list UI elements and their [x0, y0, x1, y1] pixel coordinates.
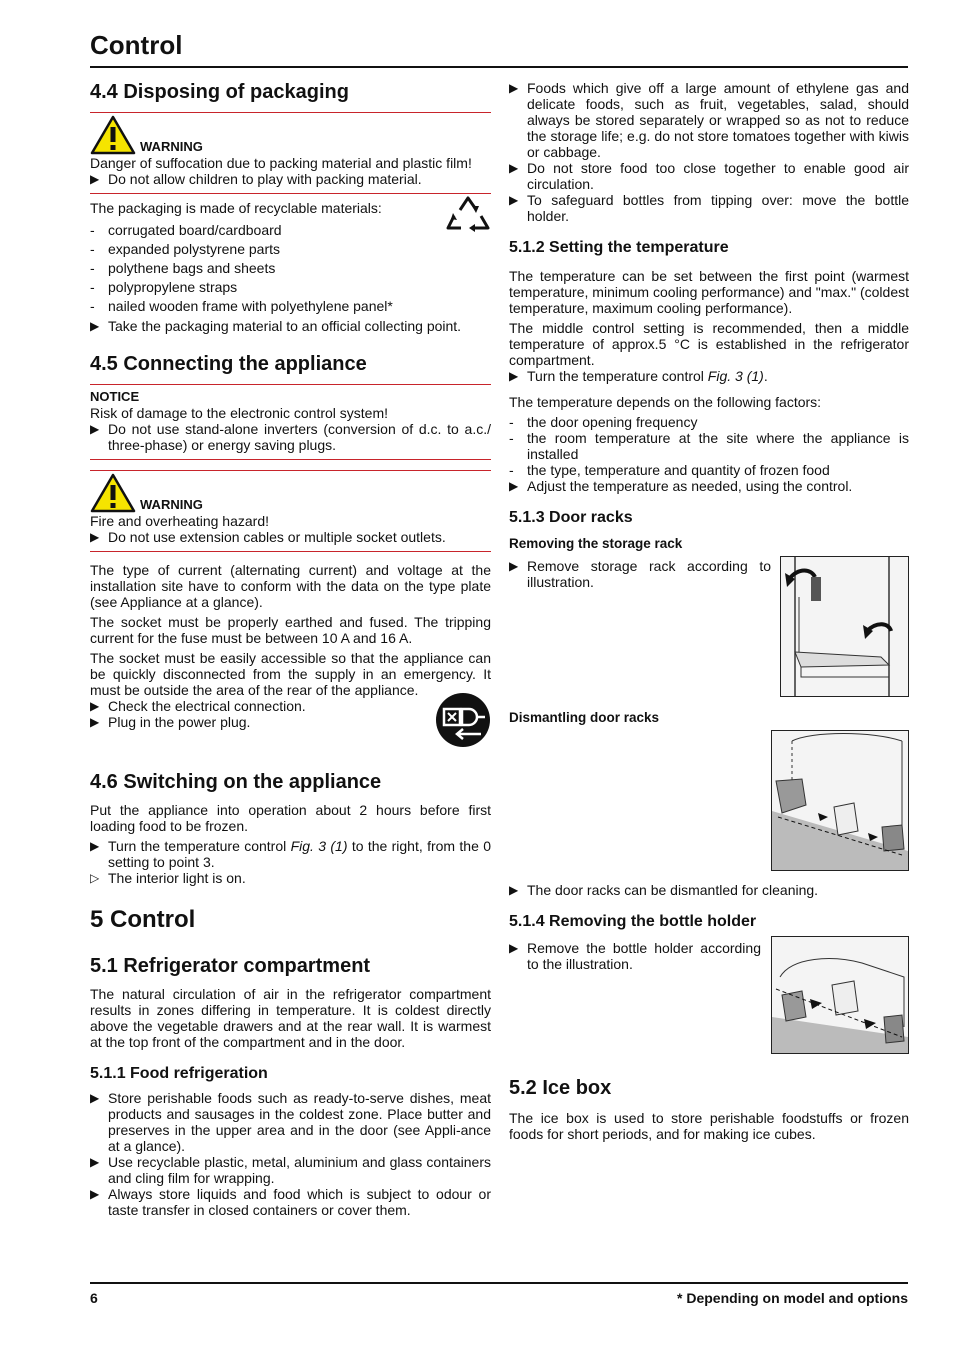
warning-label: WARNING — [140, 139, 203, 154]
step: ▶ Remove the bottle holder according to the illustration. — [509, 940, 761, 972]
page-header — [90, 30, 908, 68]
step: ▶ Turn the temperature control Fig. 3 (1) to the right, from the 0 setting to point 3. — [90, 838, 491, 870]
section-5-1-3-title: 5.1.3 Door racks — [509, 509, 633, 526]
subheading: Removing the storage rack — [509, 536, 683, 551]
paragraph: The type of current (alternating current) and voltage at the installation site have to conform with the data on the type plate (see Appliance at a glance). — [90, 562, 491, 610]
section-4-4-title: 4.4 Disposing of packaging — [90, 81, 349, 103]
step: ▶ Remove storage rack according to illustration. — [509, 558, 771, 590]
section-5-1-4-title: 5.1.4 Removing the bottle holder — [509, 913, 757, 930]
warning-triangle-icon — [90, 115, 136, 155]
right-column — [509, 80, 909, 1146]
page-title: Control — [90, 30, 183, 60]
list-item: - nailed wooden frame with polyethylene panel* — [90, 298, 491, 314]
divider — [90, 193, 491, 194]
list-item: - the door opening frequency — [509, 414, 909, 430]
door-rack-illustration — [771, 730, 909, 871]
step: ▶ Do not store food too close together to enable good air circulation. — [509, 160, 909, 192]
section-5-2-title: 5.2 Ice box — [509, 1077, 612, 1099]
paragraph: The natural circulation of air in the refrigerator compartment results in zones differing in temperature. It is coldest directly above the vegetable drawers and at the rear wall. It is warmest at the top front of the compartment and in the door. — [90, 986, 491, 1050]
power-plug-icon — [435, 692, 491, 748]
left-column — [90, 80, 491, 1222]
step: ▶ Foods which give off a large amount of ethylene gas and delicate foods, such as fruit, vegetables, salad, should always be stored separately or wrapped so as not to reduce the storage life; e.g. do not store tomatoes together with kiwis or cabbage. — [509, 80, 909, 160]
chapter-5-title: 5 Control — [90, 906, 196, 933]
section-5-1-2-title: 5.1.2 Setting the temperature — [509, 239, 729, 256]
paragraph: Put the appliance into operation about 2 hours before first loading food to be frozen. — [90, 802, 491, 834]
paragraph: The ice box is used to store perishable foodstuffs or frozen foods for short periods, and for making ice cubes. — [509, 1110, 909, 1142]
list-item: - polypropylene straps — [90, 279, 491, 295]
footer-note: * Depending on model and options — [677, 1290, 908, 1306]
warning-step: ▶ Do not allow children to play with packing material. — [90, 171, 491, 187]
section-4-5-title: 4.5 Connecting the appliance — [90, 353, 367, 375]
warning-label: WARNING — [140, 497, 203, 512]
result: ▷ The interior light is on. — [90, 870, 491, 886]
step: ▶ The door racks can be dismantled for cleaning. — [509, 882, 909, 898]
section-4-6-title: 4.6 Switching on the appliance — [90, 771, 382, 793]
storage-rack-illustration — [780, 556, 909, 697]
list-item: - expanded polystyrene parts — [90, 241, 491, 257]
step: ▶ Check the electrical connection. — [90, 698, 491, 714]
packaging-step: ▶ Take the packaging material to an official collecting point. — [90, 318, 491, 334]
step: ▶ Always store liquids and food which is subject to odour or taste transfer in closed containers or cover them. — [90, 1186, 491, 1218]
step: ▶ Turn the temperature control Fig. 3 (1). — [509, 368, 909, 384]
step: ▶ To safeguard bottles from tipping over: move the bottle holder. — [509, 192, 909, 224]
paragraph: The socket must be properly earthed and fused. The tripping current for the fuse must be between 10 A and 16 A. — [90, 614, 491, 646]
divider — [90, 551, 491, 552]
list-item: - the room temperature at the site where the appliance is installed — [509, 430, 909, 462]
warning-box-packaging — [90, 113, 491, 187]
step: ▶ Use recyclable plastic, metal, aluminium and glass containers and cling film for wrapping. — [90, 1154, 491, 1186]
subheading: Dismantling door racks — [509, 710, 660, 725]
divider — [90, 459, 491, 460]
paragraph: The temperature can be set between the first point (warmest temperature, minimum cooling performance) and "max." (coldest temperature, maximum cooling performance). — [509, 268, 909, 316]
step: ▶ Plug in the power plug. — [90, 714, 491, 730]
list-item: - corrugated board/cardboard — [90, 222, 491, 238]
notice-step: ▶ Do not use stand-alone inverters (conversion of d.c. to a.c./ three-phase) or energy saving plugs. — [90, 421, 491, 453]
warning-text: Danger of suffocation due to packing material and plastic film! — [90, 155, 472, 171]
section-5-1-1-title: 5.1.1 Food refrigeration — [90, 1065, 268, 1082]
warning-step: ▶ Do not use extension cables or multiple socket outlets. — [90, 529, 491, 545]
divider — [90, 384, 491, 385]
page-number: 6 — [90, 1290, 98, 1306]
paragraph: The temperature depends on the following factors: — [509, 394, 822, 410]
list-item: - the type, temperature and quantity of frozen food — [509, 462, 909, 478]
warning-text: Fire and overheating hazard! — [90, 513, 269, 529]
paragraph: The middle control setting is recommended, then a middle temperature of approx.5 °C is established in the refrigerator compartment. — [509, 320, 909, 368]
step: ▶ Adjust the temperature as needed, using the control. — [509, 478, 909, 494]
page-footer — [90, 1282, 908, 1306]
step: ▶ Store perishable foods such as ready-to-serve dishes, meat products and sausages in the coldest zone. Place butter and preserves in the upper area and in the door (see Appli-ance at a glance). — [90, 1090, 491, 1154]
warning-triangle-icon — [90, 473, 136, 513]
materials-list — [90, 222, 491, 314]
list-item: - polythene bags and sheets — [90, 260, 491, 276]
notice-text: Risk of damage to the electronic control system! — [90, 405, 389, 421]
notice-label: NOTICE — [90, 389, 140, 404]
bottle-holder-illustration — [771, 936, 909, 1054]
paragraph: The socket must be easily accessible so that the appliance can be quickly disconnected from the supply in an emergency. It must be outside the area of the rear of the appliance. — [90, 650, 491, 698]
packaging-intro: The packaging is made of recyclable materials: — [90, 200, 382, 216]
warning-box-fire — [90, 471, 491, 545]
section-5-1-title: 5.1 Refrigerator compartment — [90, 955, 371, 977]
